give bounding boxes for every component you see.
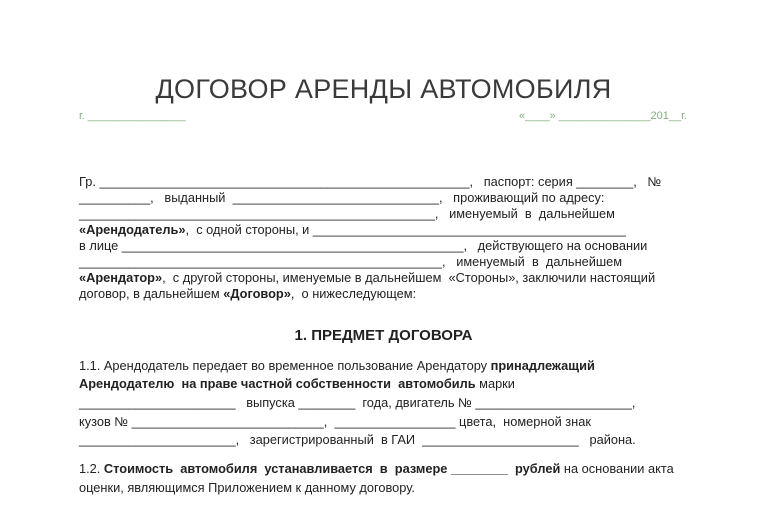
preamble-line-6: ___________________________________________________, именуемый в дальнейшем: [79, 254, 623, 269]
preamble-line-8: [79, 286, 416, 302]
contract-term: «Договор»: [223, 286, 291, 301]
clause-1-2-line-1: [79, 461, 674, 477]
preamble-line-4-text: , с одной стороны, и ____________________________________________: [185, 222, 627, 237]
preamble-line-8-text: , о нижеследующем:: [290, 286, 417, 301]
preamble-line-7-text: , с другой стороны, именуемые в дальнейшем «Стороны», заключили настоящий: [162, 270, 656, 285]
lessee-term: «Арендатор»: [79, 270, 163, 285]
preamble-line-1: Гр. ____________________________________________________, паспорт: серия ________, №: [79, 174, 662, 189]
date-line: «____» _______________201__г.: [519, 110, 687, 122]
place-line: г. ________________: [79, 110, 186, 122]
clause-1-2-pre: 1.2.: [79, 461, 104, 476]
preamble-line-4: [79, 222, 626, 238]
preamble-line-7: [79, 270, 655, 286]
clause-1-1-line-4: кузов № ___________________________, _________________ цвета, номерной знак: [79, 414, 591, 429]
clause-1-1-line-5: ______________________, зарегистрированный в ГАИ ______________________ района.: [79, 432, 636, 447]
clause-1-2-bold: Стоимость автомобиля устанавливается в размере ________ рублей: [103, 461, 561, 476]
clause-1-1-line-2: [79, 376, 515, 392]
clause-1-1-bold-1: принадлежащий: [490, 358, 595, 373]
lessor-term: «Арендодатель»: [79, 222, 186, 237]
preamble-line-2: __________, выданный _____________________________, проживающий по адресу:: [79, 190, 605, 205]
preamble-line-3: __________________________________________________, именуемый в дальнейшем: [79, 206, 615, 221]
preamble-line-8-pre: договор, в дальнейшем: [79, 286, 224, 301]
clause-1-1-pre: 1.1. Арендодатель передает во временное пользование Арендатору: [79, 358, 491, 373]
document-title: ДОГОВОР АРЕНДЫ АВТОМОБИЛЯ: [155, 74, 612, 104]
clause-1-1-line-1: [79, 358, 595, 374]
clause-1-1-bold-2: Арендодателю на праве частной собственности автомобиль: [79, 376, 476, 391]
clause-1-2-line-2: оценки, являющимся Приложением к данному договору.: [79, 480, 415, 495]
clause-1-1-line-2-text: марки: [475, 376, 515, 391]
section-1-heading: 1. ПРЕДМЕТ ДОГОВОРА: [294, 327, 473, 344]
clause-1-2-line-1-text: на основании акта: [560, 461, 674, 476]
preamble-line-5: в лице ________________________________________________, действующего на основании: [79, 238, 648, 253]
clause-1-1-line-3: ______________________ выпуска ________ года, двигатель № ______________________,: [79, 395, 636, 410]
